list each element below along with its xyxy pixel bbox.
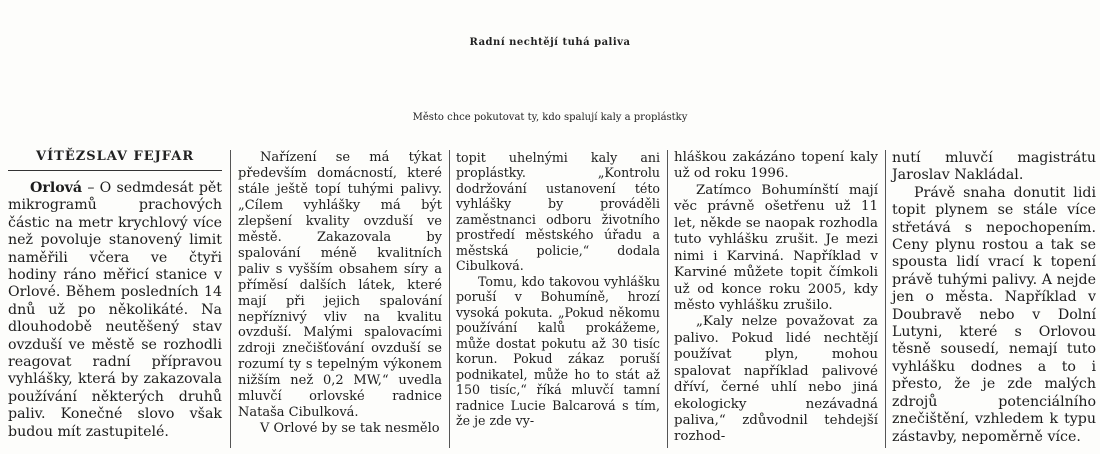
column-divider (667, 150, 668, 448)
column-divider (449, 150, 450, 448)
author-byline: VÍTĚZSLAV FEJFAR (36, 149, 195, 164)
dateline: Orlová (30, 180, 83, 196)
column-divider (230, 150, 231, 448)
article-column-2 (238, 150, 442, 437)
paragraph: „Kaly nelze považovat za palivo. Pokud lidé nechtějí používat plyn, mohou spalovat například palivové dříví, černé uhlí nebo jiná ekologicky nezávadná paliva,“ zdůvodnil tehdejší rozhod- (674, 314, 878, 445)
article-column-3 (456, 150, 660, 429)
paragraph: V Orlové by se tak nesmělo (260, 421, 440, 437)
article-body (8, 150, 1096, 450)
article-headline: Radní nechtějí tuhá paliva (469, 37, 631, 48)
paragraph: Nařízení se má týkat především domácností, které stále ještě topí tuhými palivy. „Cílem vyhlášky má být zlepšení kvality ovzduší ve městě. Zakazovala by spalování méně kvalitních paliv s vyšším obsahem síry a příměsí dalších látek, které mají při jejich spalování nepříznivý vliv na kvalitu ovzduší. Malými spalovacími zdroji znečišťování ovzduší se rozumí ty s tepelným výkonem nižším než 0,2 MW,“ uvedla mluvčí orlovské radnice Nataša Cibulková. (238, 150, 442, 421)
paragraph: Právě snaha donutit lidi topit plynem se stále více střetává s nepochopením. Ceny plynu rostou a tak se spousta lidí vrací k topení právě tuhými palivy. A nejde jen o města. Například v Doubravě nebo v Dolní Lutyni, které s Orlovou těsně sousedí, nemají tuto vyhlášku dodnes a to i přesto, že je zde malých zdrojů potenciálního znečištění, vzhledem k typu zástavby, nepoměrně více. (892, 184, 1096, 445)
paragraph-text: – O sedmdesát pět mikrogramů prachových částic na metr krychlový více než povoluje stanovený limit naměřili včera ve čtyři hodiny ráno měřicí stanice v Orlové. Během posledních 14 dnů už po několikáté. Na dlouhodobě neutěšený stav ovzduší ve městě se rozhodli reagovat radní přípravou vyhlášky, která by zakazovala používání některých druhů paliv. Konečné slovo však budou mít zastupitelé. (8, 180, 222, 440)
paragraph: topit uhelnými kaly ani proplástky. „Kontrolu dodržování ustanovení této vyhlášky by prováděli zaměstnanci odboru životního prostředí městského úřadu a městská policie,“ dodala Cibulková. (456, 150, 660, 274)
paragraph: Tomu, kdo takovou vyhlášku poruší v Bohumíně, hrozí vysoká pokuta. „Pokud někomu používání kalů prokážeme, může dostat pokutu až 30 tisíc korun. Pokud zákaz poruší podnikatel, může ho to stát až 150 tisíc,“ říká mluvčí tamní radnice Lucie Balcarová s tím, že je zde vy- (456, 273, 660, 429)
column-divider (885, 150, 886, 448)
paragraph: hláškou zakázáno topení kaly už od roku 1996. (674, 150, 878, 182)
article-subheadline: Město chce pokutovat ty, kdo spalují kaly a proplástky (412, 112, 688, 123)
paragraph: nutí mluvčí magistrátu Jaroslav Nakládal. (892, 150, 1096, 184)
article-column-5 (892, 150, 1096, 446)
lead-paragraph (8, 180, 222, 441)
article-column-4 (674, 150, 878, 446)
paragraph: Zatímco Bohumínští mají věc právně ošetřenu už 11 let, někde se naopak rozhodla tuto vyhlášku zrušit. Je mezi nimi i Karviná. Například v Karviné můžete topit čímkoli už od konce roku 2005, kdy město vyhlášku zrušilo. (674, 182, 878, 313)
article-column-1 (8, 180, 222, 441)
